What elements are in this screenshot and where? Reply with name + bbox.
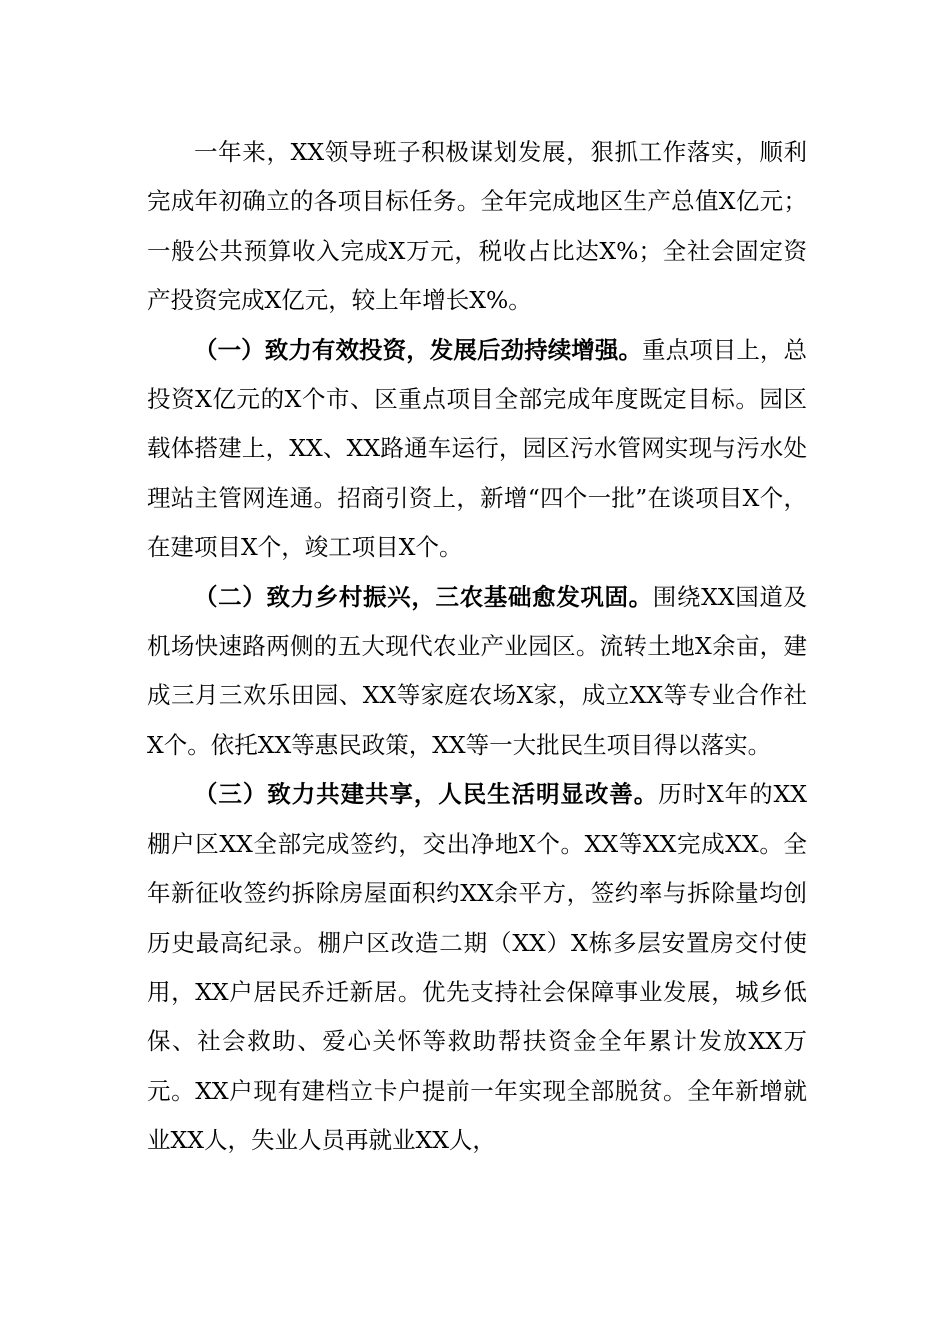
paragraph-body: 围绕XX国道及机场快速路两侧的五大现代农业产业园区。流转土地X余亩，建成三月三欢乐田园、XX等家庭农场X家，成立XX等专业合作社X个。依托XX等惠民政策，XX等一大批民生项目得以落实。 — [147, 582, 807, 759]
document-page — [147, 128, 807, 1166]
paragraph-body: 历时X年的XX棚户区XX全部完成签约，交出净地X个。XX等XX完成XX。全年新征收签约拆除房屋面积约XX余平方，签约率与拆除量均创历史最高纪录。棚户区改造二期（XX）X栋多层安置房交付使用，XX户居民乔迁新居。优先支持社会保障事业发展，城乡低保、社会救助、爱心关怀等救助帮扶资金全年累计发放XX万元。XX户现有建档立卡户提前一年实现全部脱贫。全年新增就业XX人，失业人员再就业XX人， — [147, 780, 807, 1155]
paragraph-body: 一年来，XX领导班子积极谋划发展，狠抓工作落实，顺利完成年初确立的各项目标任务。全年完成地区生产总值X亿元；一般公共预算收入完成X万元，税收占比达X%；全社会固定资产投资完成X亿元，较上年增长X%。 — [147, 138, 807, 315]
paragraph-summary — [147, 128, 807, 326]
paragraph-livelihood — [147, 770, 807, 1165]
paragraph-heading: （一）致力有效投资，发展后劲持续增强。 — [194, 335, 643, 364]
paragraph-investment — [147, 326, 807, 573]
paragraph-heading: （三）致力共建共享，人民生活明显改善。 — [194, 780, 659, 809]
paragraph-body: 重点项目上，总投资X亿元的X个市、区重点项目全部完成年度既定目标。园区载体搭建上，XX、XX路通车运行，园区污水管网实现与污水处理站主管网连通。招商引资上，新增“四个一批”在谈项目X个，在建项目X个，竣工项目X个。 — [147, 335, 808, 562]
paragraph-rural — [147, 573, 807, 771]
paragraph-heading: （二）致力乡村振兴，三农基础愈发巩固。 — [194, 582, 653, 611]
